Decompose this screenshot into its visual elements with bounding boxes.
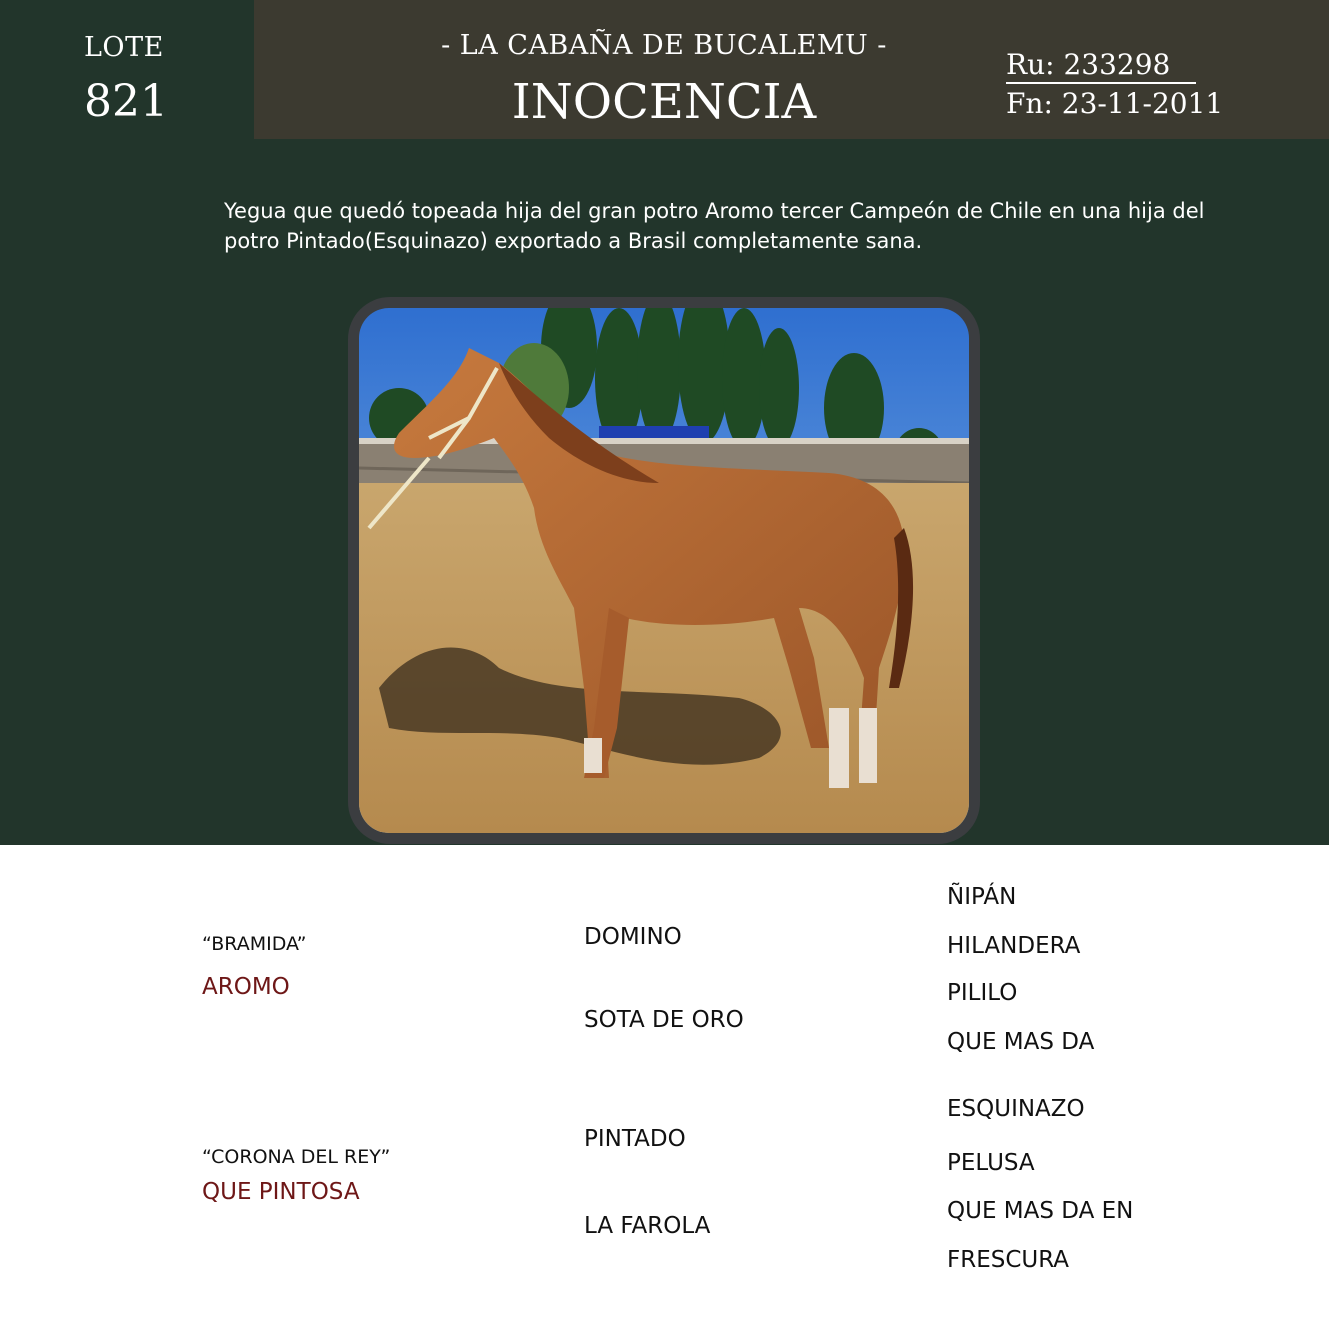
dam-nickname: “CORONA DEL REY”	[202, 1146, 391, 1168]
grandparent-4: LA FAROLA	[584, 1213, 711, 1239]
registration-number: Ru: 233298	[1006, 48, 1196, 84]
grandparent-1: DOMINO	[584, 924, 682, 950]
dam-name: QUE PINTOSA	[202, 1179, 360, 1205]
grandparent-3: PINTADO	[584, 1126, 686, 1152]
birth-date: Fn: 23-11-2011	[1006, 87, 1224, 120]
horse-name-title: INOCENCIA	[511, 74, 817, 130]
horse-illustration	[359, 308, 969, 833]
great-grandparent-3: PILILO	[947, 980, 1018, 1006]
lote-label: LOTE	[84, 32, 164, 63]
great-grandparent-7: QUE MAS DA EN	[947, 1198, 1134, 1224]
great-grandparent-6: PELUSA	[947, 1150, 1035, 1176]
sire-name: AROMO	[202, 974, 290, 1000]
great-grandparent-1: ÑIPÁN	[947, 884, 1017, 910]
great-grandparent-2: HILANDERA	[947, 933, 1081, 959]
great-grandparent-4: QUE MAS DA	[947, 1029, 1095, 1055]
photo-frame	[348, 297, 980, 844]
header-band	[254, 0, 1329, 139]
great-grandparent-5: ESQUINAZO	[947, 1096, 1085, 1122]
grandparent-2: SOTA DE ORO	[584, 1007, 744, 1033]
lote-number: 821	[84, 76, 168, 127]
sire-nickname: “BRAMIDA”	[202, 933, 307, 955]
horse-photo	[359, 308, 969, 833]
breeder-subtitle: - LA CABAÑA DE BUCALEMU -	[441, 30, 887, 61]
great-grandparent-8: FRESCURA	[947, 1247, 1070, 1273]
lote-box	[0, 0, 254, 139]
horse-description: Yegua que quedó topeada hija del gran potro Aromo tercer Campeón de Chile en una hija del potro Pintado(Esquinazo) exportado a Brasil completamente sana.	[224, 199, 1205, 253]
